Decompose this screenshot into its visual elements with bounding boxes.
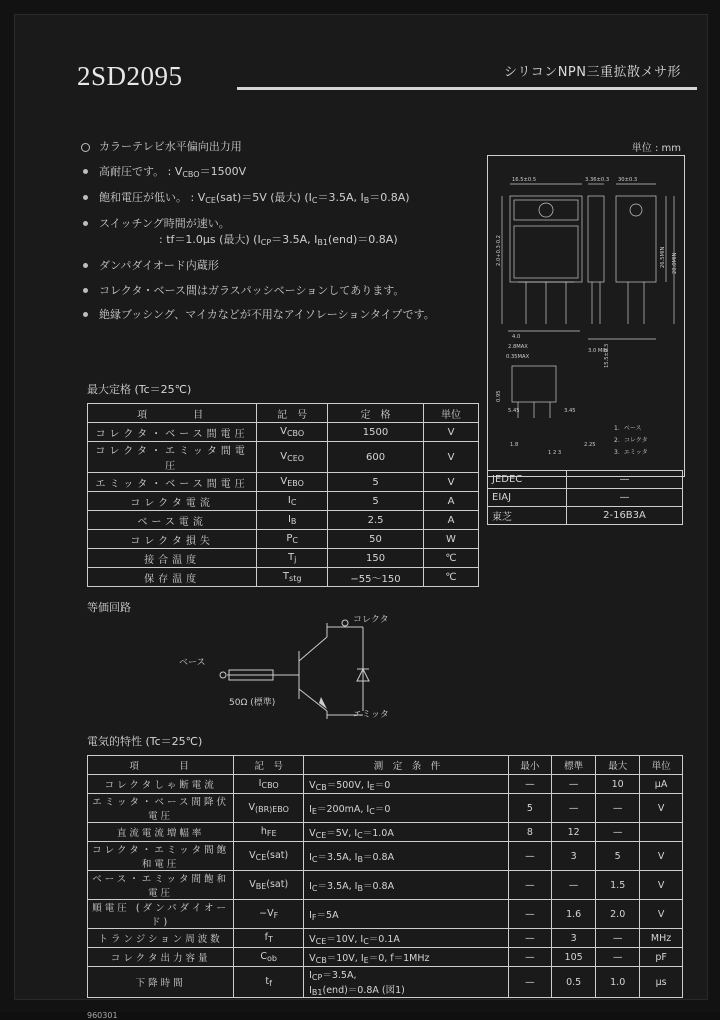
rating-value: 600 <box>328 442 424 473</box>
rating-item: コレクタ・ベース間電圧 <box>88 423 257 442</box>
symbol-subscript: j <box>294 555 297 564</box>
dim-label: 1 2 3 <box>548 450 562 456</box>
cond-rest: ＝3.5A, I <box>317 851 358 863</box>
char-condition <box>304 967 509 998</box>
char-unit: V <box>640 794 683 823</box>
rating-item: 接合温度 <box>88 549 257 568</box>
cond-subscript: CE <box>315 830 327 840</box>
char-item: 直流電流増幅率 <box>88 823 234 842</box>
char-max: 2.0 <box>596 900 640 929</box>
char-symbol <box>234 775 304 794</box>
col-item: 項 目 <box>88 756 234 775</box>
char-max: — <box>596 948 640 967</box>
cond-subscript: CP <box>311 973 323 982</box>
cond-subscript: C <box>357 830 363 840</box>
cond-main: I <box>309 880 312 892</box>
pin-label: 3．エミッタ <box>614 449 648 456</box>
char-min: — <box>508 775 551 794</box>
table-row <box>88 794 683 823</box>
table-row <box>88 967 683 998</box>
char-condition <box>304 775 509 794</box>
cond-line-1 <box>309 967 505 982</box>
char-typ: 1.6 <box>551 900 595 929</box>
dot-bullet-icon <box>83 288 88 293</box>
rating-value: 2.5 <box>328 511 424 530</box>
list-item <box>79 285 469 297</box>
rating-value: 150 <box>328 549 424 568</box>
char-unit: V <box>640 871 683 900</box>
feature-subscript: CBO <box>182 169 200 179</box>
cond-main: I <box>309 803 312 815</box>
symbol-subscript: T <box>267 935 273 944</box>
dim-label: 3.0 MIN <box>588 348 608 354</box>
rating-symbol <box>257 568 328 587</box>
symbol-rest: (sat) <box>266 879 289 890</box>
char-symbol <box>234 948 304 967</box>
col-item: 項 目 <box>88 404 257 423</box>
char-unit: μA <box>640 775 683 794</box>
symbol-subscript: C <box>290 498 297 507</box>
char-condition <box>304 794 509 823</box>
dim-label: 3.45 <box>564 408 576 414</box>
cond-rest: ＝5A <box>316 909 339 921</box>
rating-unit: V <box>423 423 478 442</box>
base-label: ベース <box>179 658 206 668</box>
cond-rest: ＝3.5A, I <box>317 880 358 892</box>
rating-symbol <box>257 442 328 473</box>
col-unit: 単位 <box>423 404 478 423</box>
list-item <box>79 166 469 179</box>
page-title: 2SD2095 <box>77 61 183 91</box>
char-item: 順電圧 (ダンパダイオード) <box>88 900 234 929</box>
cond-rest: ＝3.5A, <box>322 970 357 981</box>
package-outline-drawing <box>487 155 685 477</box>
rating-unit: V <box>423 442 478 473</box>
rating-symbol <box>257 530 328 549</box>
char-typ: 0.5 <box>551 967 595 998</box>
char-unit: V <box>640 842 683 871</box>
cond-main: V <box>309 933 316 945</box>
cond-subscript: E <box>363 955 369 965</box>
char-symbol <box>234 794 304 823</box>
char-condition <box>304 948 509 967</box>
list-item <box>79 192 469 205</box>
symbol-main: t <box>265 976 270 987</box>
toshiba-value: 2-16B3A <box>567 507 683 525</box>
symbol-main: V <box>248 802 255 813</box>
table-row <box>488 507 683 525</box>
symbol-main: −V <box>259 908 274 919</box>
cond-subscript: C <box>363 936 369 946</box>
cond-main: V <box>309 779 316 791</box>
char-min: — <box>508 900 551 929</box>
char-item: ベース・エミッタ間飽和電圧 <box>88 871 234 900</box>
rating-value: 1500 <box>328 423 424 442</box>
cond-main: V <box>309 827 316 839</box>
char-symbol <box>234 967 304 998</box>
rating-value: 5 <box>328 492 424 511</box>
rating-item: コレクタ電流 <box>88 492 257 511</box>
feature-subtext-rest: ＝3.5A, I <box>271 232 318 246</box>
electrical-caption: 電気的特性 (Tc＝25℃) <box>87 735 203 748</box>
char-min: — <box>508 871 551 900</box>
feature-text: スイッチング時間が速い。 <box>99 217 230 231</box>
symbol-main: V <box>249 850 256 861</box>
char-symbol <box>234 842 304 871</box>
cond-subscript-2: B1 <box>311 988 323 997</box>
rating-symbol <box>257 423 328 442</box>
cond-main: I <box>309 909 312 921</box>
symbol-subscript: BE <box>255 882 267 891</box>
feature-text <box>99 166 469 179</box>
table-row <box>88 900 683 929</box>
pin-label: 1．ベース <box>614 425 642 432</box>
dim-label: 1.8 <box>510 442 519 448</box>
rating-item: 保存温度 <box>88 568 257 587</box>
rating-unit: ℃ <box>423 549 478 568</box>
cond-rest: ＝0.8A <box>362 851 395 863</box>
char-item: 下降時間 <box>88 967 234 998</box>
title-rule <box>237 87 697 90</box>
sheet-body <box>14 14 708 1020</box>
equivalent-circuit-caption: 等価回路 <box>87 601 131 614</box>
rating-symbol <box>257 511 328 530</box>
list-item <box>79 309 469 321</box>
rating-item: コレクタ・エミッタ間電圧 <box>88 442 257 473</box>
symbol-subscript: stg <box>289 574 302 583</box>
resistor-label: 50Ω (標準) <box>229 698 276 708</box>
cond-rest: ＝0.1A <box>368 933 400 945</box>
char-max: — <box>596 794 640 823</box>
rating-value: 50 <box>328 530 424 549</box>
cond-subscript: C <box>311 854 318 864</box>
list-item <box>79 260 469 272</box>
char-condition <box>304 823 509 842</box>
eiaj-value: — <box>567 489 683 507</box>
rating-symbol <box>257 492 328 511</box>
symbol-main: f <box>264 932 268 943</box>
char-item: トランジション周波数 <box>88 929 234 948</box>
circuit-svg <box>87 615 479 720</box>
symbol-main: C <box>260 951 268 962</box>
cond-subscript: CE <box>315 936 327 946</box>
dim-label: 2.8MAX <box>508 344 528 350</box>
col-symbol: 記 号 <box>257 404 328 423</box>
cond-subscript: E <box>311 806 317 816</box>
table-row <box>88 568 479 587</box>
char-condition <box>304 900 509 929</box>
char-max: — <box>596 823 640 842</box>
dot-bullet-icon <box>83 312 88 317</box>
document-code: 960301 <box>87 1011 118 1020</box>
cond-rest-2: (end)＝0.8A (図1) <box>322 985 405 996</box>
char-max: 10 <box>596 775 640 794</box>
char-condition <box>304 842 509 871</box>
table-row <box>88 423 479 442</box>
table-row <box>88 511 479 530</box>
package-reference-table <box>487 470 683 525</box>
symbol-subscript: (BR)EBO <box>254 805 289 814</box>
package-drawing-svg <box>488 156 684 476</box>
symbol-subscript: C <box>292 536 298 545</box>
feature-text: カラーテレビ水平偏向出力用 <box>99 140 242 153</box>
feature-subscript: B1 <box>317 237 328 247</box>
table-header-row <box>88 756 683 775</box>
cond-main: I <box>309 851 312 863</box>
table-header-row <box>88 404 479 423</box>
max-ratings-table <box>87 403 479 587</box>
table-row <box>88 442 479 473</box>
col-unit: 単位 <box>640 756 683 775</box>
char-item: コレクタ・エミッタ間飽和電圧 <box>88 842 234 871</box>
dim-label: 2.0+0.3-0.2 <box>496 235 502 266</box>
table-row <box>88 473 479 492</box>
symbol-main: V <box>280 451 288 462</box>
cond-rest: ＝0 <box>374 779 391 791</box>
feature-text: コレクタ・ベース間はガラスパッシベーションしてあります。 <box>99 283 405 297</box>
feature-subscript: C <box>311 195 318 205</box>
dim-label: 15.5±0.3 <box>604 343 610 368</box>
cond-rest: ＝5V, I <box>326 827 358 839</box>
dim-label: 16.5±0.5 <box>512 177 537 183</box>
feature-text-main: 高耐圧です。 : V <box>99 164 183 178</box>
dim-label: 30±0.3 <box>618 177 638 183</box>
symbol-rest: (sat) <box>266 850 289 861</box>
char-max: 5 <box>596 842 640 871</box>
eiaj-label: EIAJ <box>488 489 567 507</box>
symbol-subscript: CBO <box>286 429 305 438</box>
char-min: 8 <box>508 823 551 842</box>
cond-subscript: CB <box>315 782 327 792</box>
dot-bullet-icon <box>83 169 88 174</box>
char-typ: — <box>551 794 595 823</box>
collector-label: コレクタ <box>353 615 389 625</box>
char-unit: MHz <box>640 929 683 948</box>
char-symbol <box>234 900 304 929</box>
feature-text-rest: (sat)＝5V (最大) (I <box>215 190 312 204</box>
cond-subscript: B <box>357 854 363 864</box>
table-row <box>88 549 479 568</box>
list-item <box>79 218 469 247</box>
char-typ: 3 <box>551 929 595 948</box>
dot-bullet-icon <box>83 263 88 268</box>
col-max: 最大 <box>596 756 640 775</box>
symbol-subscript: CE <box>255 853 267 862</box>
cond-rest: ＝500V, I <box>326 779 370 791</box>
cond-rest: ＝0.8A <box>362 880 395 892</box>
table-row <box>88 775 683 794</box>
symbol-main: h <box>260 826 267 837</box>
rating-unit: W <box>423 530 478 549</box>
table-row <box>88 530 479 549</box>
dot-bullet-icon <box>83 195 88 200</box>
char-symbol <box>234 929 304 948</box>
dim-label: 0.95 <box>496 390 502 402</box>
dim-label: 4.0 <box>512 334 521 340</box>
char-max: 1.5 <box>596 871 640 900</box>
dim-label: 26.5MIN <box>660 246 666 268</box>
dim-label: 20.0MIN <box>672 252 678 274</box>
symbol-subscript: CBO <box>261 781 279 790</box>
char-unit <box>640 823 683 842</box>
feature-text-rest: ＝3.5A, I <box>317 190 364 204</box>
symbol-main: T <box>282 571 290 582</box>
col-rating: 定 格 <box>328 404 424 423</box>
symbol-main: V <box>280 476 288 487</box>
symbol-subscript: FE <box>266 829 277 838</box>
col-min: 最小 <box>508 756 551 775</box>
col-conditions: 測 定 条 件 <box>304 756 509 775</box>
device-type-subtitle: シリコンNPN三重拡散メサ形 <box>503 65 681 80</box>
symbol-subscript: B <box>290 517 297 526</box>
cond-line-2 <box>309 982 505 997</box>
symbol-main: V <box>280 426 287 437</box>
symbol-main: I <box>258 778 262 789</box>
char-unit: μs <box>640 967 683 998</box>
rating-item: コレクタ損失 <box>88 530 257 549</box>
char-min: — <box>508 842 551 871</box>
char-symbol <box>234 871 304 900</box>
cond-main: I <box>309 970 312 981</box>
table-row <box>488 471 683 489</box>
rating-unit: ℃ <box>423 568 478 587</box>
feature-list <box>79 141 469 334</box>
dim-label: 3.36±0.3 <box>585 177 610 183</box>
col-typ: 標準 <box>551 756 595 775</box>
rating-symbol <box>257 549 328 568</box>
equivalent-circuit-diagram <box>87 615 479 720</box>
char-symbol <box>234 823 304 842</box>
dot-bullet-icon <box>83 221 88 226</box>
rating-unit: V <box>423 473 478 492</box>
symbol-main: I <box>287 495 291 506</box>
cond-rest: ＝0 <box>374 803 391 815</box>
char-min: — <box>508 929 551 948</box>
feature-text: 絶縁ブッシング、マイカなどが不用なアイソレーションタイプです。 <box>99 308 435 322</box>
col-symbol: 記 号 <box>234 756 304 775</box>
char-max: 1.0 <box>596 967 640 998</box>
cond-main-2: I <box>309 985 312 996</box>
feature-subscript: CE <box>205 195 216 205</box>
symbol-subscript: EBO <box>287 479 304 488</box>
symbol-subscript: ob <box>267 954 278 963</box>
max-ratings-caption: 最大定格 (Tc＝25℃) <box>87 383 192 396</box>
rating-value: −55〜150 <box>328 568 424 587</box>
unit-note: 単位 : mm <box>631 143 681 154</box>
dim-label: 0.35MAX <box>506 354 530 360</box>
toshiba-label: 東芝 <box>488 507 567 525</box>
char-unit: pF <box>640 948 683 967</box>
cond-main: V <box>309 952 316 964</box>
cond-subscript: C <box>369 806 375 816</box>
char-unit: V <box>640 900 683 929</box>
cond-rest: ＝1.0A <box>362 827 394 839</box>
dim-label: 2.25 <box>584 442 596 448</box>
feature-text <box>99 192 469 205</box>
char-max: — <box>596 929 640 948</box>
rating-unit: A <box>423 511 478 530</box>
cond-rest: ＝10V, I <box>326 952 364 964</box>
dim-label: 5.45 <box>508 408 520 414</box>
char-typ: — <box>551 775 595 794</box>
symbol-main: T <box>288 552 295 563</box>
jedec-value: — <box>567 471 683 489</box>
table-row <box>88 871 683 900</box>
cond-rest: ＝10V, I <box>326 933 364 945</box>
rating-item: エミッタ・ベース間電圧 <box>88 473 257 492</box>
char-typ: — <box>551 871 595 900</box>
table-row <box>88 842 683 871</box>
rating-item: ベース電流 <box>88 511 257 530</box>
table-row <box>88 929 683 948</box>
char-condition <box>304 929 509 948</box>
feature-text-rest: ＝0.8A) <box>369 190 410 204</box>
char-typ: 3 <box>551 842 595 871</box>
cond-subscript: E <box>369 782 375 792</box>
char-item: エミッタ・ベース間降伏電圧 <box>88 794 234 823</box>
feature-text-main: 飽和電圧が低い。 : V <box>99 190 206 204</box>
feature-subscript: CP <box>260 237 272 247</box>
char-item: コレクタ出力容量 <box>88 948 234 967</box>
cond-subscript: B <box>357 883 363 893</box>
rating-value: 5 <box>328 473 424 492</box>
feature-text-rest: ＝1500V <box>199 164 247 178</box>
table-row <box>488 489 683 507</box>
rating-symbol <box>257 473 328 492</box>
cond-subscript: CB <box>315 955 327 965</box>
emitter-label: エミッタ <box>353 710 389 720</box>
circle-bullet-icon <box>81 143 90 152</box>
cond-rest: ＝200mA, I <box>316 803 370 815</box>
char-condition <box>304 871 509 900</box>
feature-text: ダンパダイオード内蔵形 <box>99 259 219 273</box>
pin-label: 2．コレクタ <box>614 437 648 444</box>
list-item <box>79 141 469 153</box>
table-row <box>88 823 683 842</box>
cond-subscript: F <box>311 912 317 922</box>
char-item: コレクタしゃ断電流 <box>88 775 234 794</box>
table-row <box>88 492 479 511</box>
char-typ: 12 <box>551 823 595 842</box>
cond-rest: ＝0, f＝1MHz <box>368 952 430 964</box>
char-min: 5 <box>508 794 551 823</box>
jedec-label: JEDEC <box>488 471 567 489</box>
symbol-main: I <box>287 514 291 525</box>
char-typ: 105 <box>551 948 595 967</box>
table-row <box>88 948 683 967</box>
feature-subtext-rest: (end)＝0.8A) <box>328 232 398 246</box>
symbol-main: V <box>249 879 256 890</box>
symbol-main: P <box>286 533 293 544</box>
cond-subscript: C <box>311 883 318 893</box>
symbol-subscript: CEO <box>287 454 305 463</box>
symbol-subscript: f <box>269 979 272 988</box>
feature-subtext-main: : tf＝1.0μs (最大) (I <box>159 232 261 246</box>
symbol-subscript: F <box>273 911 279 920</box>
feature-subscript: B <box>363 195 370 205</box>
electrical-characteristics-table <box>87 755 683 998</box>
char-min: — <box>508 967 551 998</box>
char-min: — <box>508 948 551 967</box>
rating-unit: A <box>423 492 478 511</box>
feature-subtext <box>159 234 469 247</box>
